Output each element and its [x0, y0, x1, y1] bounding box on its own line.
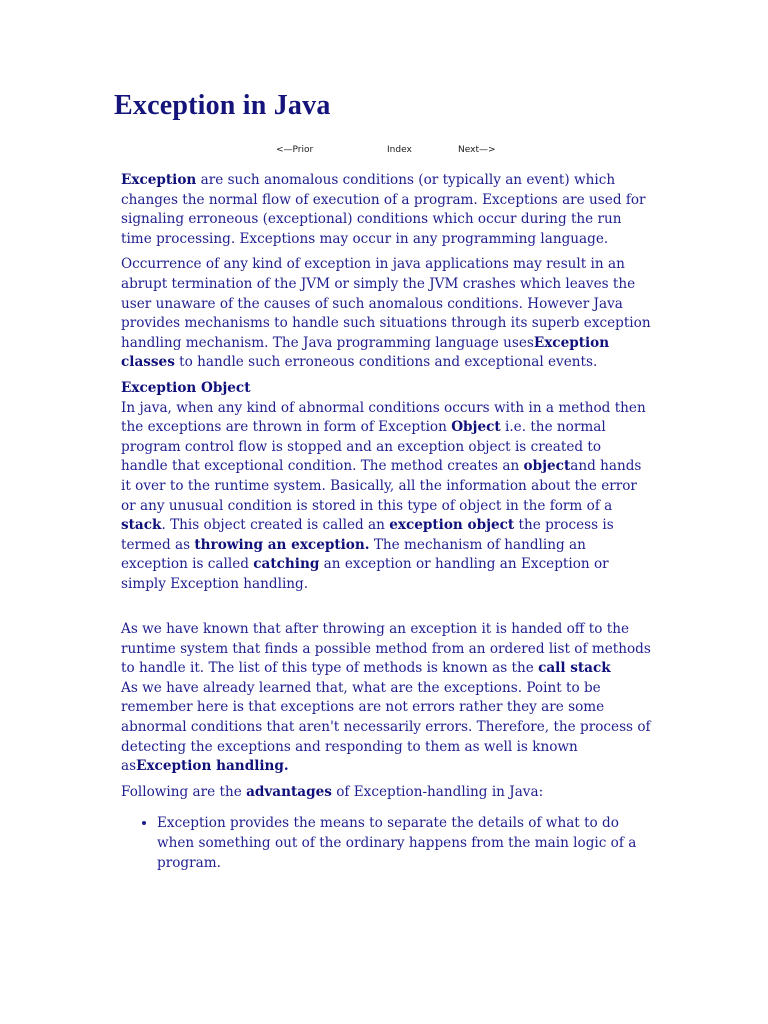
section-text-4: . This object created is called an — [161, 517, 390, 534]
intro-text: are such anomalous conditions (or typically an event) which changes the normal flow of execution of a program. Exceptions are used for signaling erroneous (exceptional) conditions which occur during the run time processing. Exceptions may occur in any programming language. — [121, 172, 646, 247]
call-stack-text: As we have known that after throwing an exception it is handed off to the runtime system that finds a possible method from an ordered list of methods to handle it. The list of this type of methods is known as the — [121, 621, 651, 677]
list-item: • Exception provides the means to separate the details of what to do when something out of the ordinary happens from the main logic of a program. — [157, 814, 651, 873]
term-throwing: throwing an exception. — [194, 536, 370, 553]
section-text-5: the process is termed as — [121, 517, 614, 553]
advantages-text-2: of Exception-handling in Java: — [331, 783, 544, 800]
term-exception-object: exception object — [389, 517, 515, 534]
section-text-1: In java, when any kind of abnormal conditions occurs with in a method then the exceptions are thrown in form of Exception — [121, 399, 646, 436]
exception-object-section — [121, 379, 651, 595]
article-body — [121, 171, 651, 873]
occurrence-tail: to handle such erroneous conditions and exceptional events. — [174, 354, 598, 371]
index-link[interactable]: Index — [387, 145, 412, 155]
intro-paragraph — [121, 171, 651, 249]
handling-text: As we have already learned that, what are the exceptions. Point to be remember here is that exceptions are not errors rather they are some abnormal conditions that aren't necessarily errors. Therefore, the process of detecting the exceptions and responding to them as well is known as — [121, 679, 651, 775]
term-stack: stack — [121, 517, 162, 534]
section-text-3: and hands it over to the runtime system. Basically, all the information about the error or any unusual condition is stored in this type of object in the form of a — [121, 458, 642, 514]
term-exception: Exception — [121, 172, 197, 188]
navigation-bar — [0, 145, 768, 159]
section-text-7: an exception or handling an Exception or simply Exception handling. — [121, 556, 609, 592]
term-exception-classes: Exception classes — [121, 334, 610, 371]
term-object: Object — [451, 419, 501, 436]
occurrence-paragraph — [121, 255, 651, 373]
advantages-list — [121, 814, 651, 873]
page-title: Exception in Java — [114, 90, 331, 121]
term-exception-handling: Exception handling. — [136, 758, 289, 775]
term-advantages: advantages — [246, 783, 332, 800]
advantages-intro — [121, 783, 651, 803]
term-call-stack: call stack — [538, 660, 611, 677]
spacer — [121, 600, 651, 620]
prior-link[interactable]: <—Prior — [276, 145, 314, 155]
next-link[interactable]: Next—> — [458, 145, 496, 155]
call-stack-paragraph — [121, 620, 651, 777]
section-text-2: i.e. the normal program control flow is stopped and an exception object is created to handle that exceptional condition. The method creates an — [121, 419, 606, 475]
occurrence-text: Occurrence of any kind of exception in java applications may result in an abrupt termination of the JVM or simply the JVM crashes which leaves the user unaware of the causes of such anomalous conditions. However Java provides mechanisms to handle such situations through its superb exception handling mechanism. The Java programming language uses — [121, 256, 651, 351]
section-heading: Exception Object — [121, 379, 251, 396]
term-object-2: object — [523, 458, 571, 475]
section-text-6: The mechanism of handling an exception is called — [121, 536, 586, 573]
term-catching: catching — [253, 556, 320, 573]
advantages-text-1: Following are the — [121, 783, 247, 800]
